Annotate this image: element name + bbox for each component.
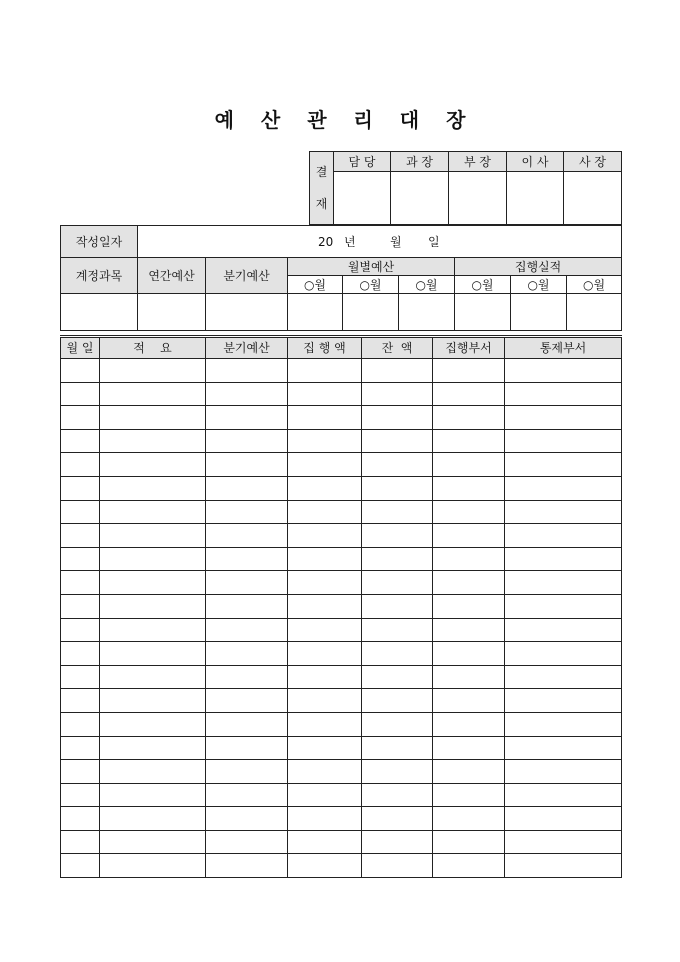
- ledger-cell-balance[interactable]: [362, 736, 433, 760]
- ledger-cell-date[interactable]: [61, 547, 100, 571]
- annual-budget-header: 연간예산: [138, 258, 206, 294]
- ledger-cell-quarterly[interactable]: [206, 689, 288, 713]
- ledger-cell-control-dept[interactable]: [505, 618, 622, 642]
- ledger-cell-exec-dept[interactable]: [433, 830, 505, 854]
- ledger-cell-balance[interactable]: [362, 429, 433, 453]
- signature-box[interactable]: [334, 172, 391, 225]
- ledger-row: [61, 642, 622, 666]
- ledger-cell-date[interactable]: [61, 571, 100, 595]
- ledger-cell-control-dept[interactable]: [505, 783, 622, 807]
- ledger-cell-balance[interactable]: [362, 642, 433, 666]
- ledger-cell-date[interactable]: [61, 453, 100, 477]
- quarterly-budget-field[interactable]: [206, 294, 288, 331]
- month-cell: ○월: [343, 276, 399, 294]
- ledger-cell-date[interactable]: [61, 618, 100, 642]
- ledger-header-date: 월 일: [61, 337, 100, 359]
- ledger-row: [61, 359, 622, 383]
- ledger-cell-control-dept[interactable]: [505, 736, 622, 760]
- ledger-cell-quarterly[interactable]: [206, 642, 288, 666]
- ledger-table: [60, 335, 622, 878]
- approval-side-label: 결 재: [310, 152, 334, 225]
- ledger-cell-balance[interactable]: [362, 618, 433, 642]
- approval-role: 부 장: [449, 152, 507, 172]
- ledger-cell-executed[interactable]: [288, 642, 362, 666]
- ledger-cell-date[interactable]: [61, 500, 100, 524]
- ledger-cell-balance[interactable]: [362, 382, 433, 406]
- ledger-row: [61, 760, 622, 784]
- ledger-row: [61, 665, 622, 689]
- ledger-header-summary: 적 요: [100, 337, 206, 359]
- ledger-cell-summary[interactable]: [100, 665, 206, 689]
- signature-box[interactable]: [564, 172, 622, 225]
- budget-summary-table: [60, 225, 622, 331]
- date-label: 작성일자: [61, 226, 138, 258]
- ledger-cell-executed[interactable]: [288, 359, 362, 383]
- ledger-cell-summary[interactable]: [100, 594, 206, 618]
- ledger-cell-exec-dept[interactable]: [433, 712, 505, 736]
- ledger-cell-summary[interactable]: [100, 642, 206, 666]
- approval-table: [309, 151, 622, 225]
- ledger-row: [61, 547, 622, 571]
- signature-box[interactable]: [391, 172, 449, 225]
- ledger-cell-exec-dept[interactable]: [433, 500, 505, 524]
- ledger-row: [61, 453, 622, 477]
- ledger-cell-balance[interactable]: [362, 453, 433, 477]
- ledger-cell-exec-dept[interactable]: [433, 382, 505, 406]
- executed-field[interactable]: [511, 294, 567, 331]
- ledger-cell-summary[interactable]: [100, 618, 206, 642]
- approval-role: 과 장: [391, 152, 449, 172]
- ledger-cell-exec-dept[interactable]: [433, 783, 505, 807]
- ledger-cell-quarterly[interactable]: [206, 453, 288, 477]
- ledger-row: [61, 854, 622, 878]
- ledger-row: [61, 830, 622, 854]
- ledger-cell-executed[interactable]: [288, 618, 362, 642]
- approval-role: 이 사: [507, 152, 564, 172]
- ledger-cell-quarterly[interactable]: [206, 406, 288, 430]
- ledger-cell-executed[interactable]: [288, 500, 362, 524]
- ledger-cell-date[interactable]: [61, 807, 100, 831]
- ledger-cell-balance[interactable]: [362, 783, 433, 807]
- date-field[interactable]: 20 년 월 일: [138, 226, 622, 258]
- ledger-row: [61, 382, 622, 406]
- ledger-cell-summary[interactable]: [100, 453, 206, 477]
- ledger-cell-exec-dept[interactable]: [433, 359, 505, 383]
- ledger-cell-summary[interactable]: [100, 476, 206, 500]
- month-cell: ○월: [399, 276, 455, 294]
- ledger-cell-executed[interactable]: [288, 854, 362, 878]
- ledger-cell-date[interactable]: [61, 642, 100, 666]
- ledger-cell-executed[interactable]: [288, 736, 362, 760]
- ledger-cell-balance[interactable]: [362, 524, 433, 548]
- ledger-cell-quarterly[interactable]: [206, 830, 288, 854]
- ledger-cell-quarterly[interactable]: [206, 807, 288, 831]
- ledger-cell-summary[interactable]: [100, 429, 206, 453]
- ledger-cell-control-dept[interactable]: [505, 642, 622, 666]
- ledger-cell-quarterly[interactable]: [206, 618, 288, 642]
- ledger-cell-quarterly[interactable]: [206, 476, 288, 500]
- ledger-cell-quarterly[interactable]: [206, 594, 288, 618]
- ledger-cell-executed[interactable]: [288, 783, 362, 807]
- ledger-cell-control-dept[interactable]: [505, 453, 622, 477]
- ledger-row: [61, 807, 622, 831]
- ledger-cell-balance[interactable]: [362, 854, 433, 878]
- ledger-cell-executed[interactable]: [288, 524, 362, 548]
- ledger-cell-quarterly[interactable]: [206, 571, 288, 595]
- ledger-row: [61, 524, 622, 548]
- ledger-cell-summary[interactable]: [100, 783, 206, 807]
- ledger-row: [61, 736, 622, 760]
- ledger-cell-exec-dept[interactable]: [433, 524, 505, 548]
- ledger-cell-balance[interactable]: [362, 476, 433, 500]
- ledger-cell-executed[interactable]: [288, 594, 362, 618]
- ledger-cell-quarterly[interactable]: [206, 783, 288, 807]
- ledger-cell-control-dept[interactable]: [505, 689, 622, 713]
- ledger-cell-date[interactable]: [61, 760, 100, 784]
- ledger-cell-date[interactable]: [61, 359, 100, 383]
- ledger-cell-date[interactable]: [61, 783, 100, 807]
- ledger-cell-exec-dept[interactable]: [433, 760, 505, 784]
- ledger-cell-control-dept[interactable]: [505, 854, 622, 878]
- ledger-cell-summary[interactable]: [100, 854, 206, 878]
- ledger-cell-control-dept[interactable]: [505, 830, 622, 854]
- monthly-budget-field[interactable]: [399, 294, 455, 331]
- ledger-cell-control-dept[interactable]: [505, 406, 622, 430]
- ledger-cell-exec-dept[interactable]: [433, 665, 505, 689]
- title-char: 예: [214, 108, 234, 132]
- ledger-cell-executed[interactable]: [288, 665, 362, 689]
- ledger-cell-control-dept[interactable]: [505, 571, 622, 595]
- ledger-cell-control-dept[interactable]: [505, 500, 622, 524]
- ledger-cell-executed[interactable]: [288, 382, 362, 406]
- ledger-cell-exec-dept[interactable]: [433, 406, 505, 430]
- ledger-cell-summary[interactable]: [100, 712, 206, 736]
- ledger-cell-summary[interactable]: [100, 807, 206, 831]
- ledger-row: [61, 476, 622, 500]
- ledger-cell-summary[interactable]: [100, 547, 206, 571]
- ledger-cell-balance[interactable]: [362, 500, 433, 524]
- ledger-cell-control-dept[interactable]: [505, 524, 622, 548]
- ledger-cell-quarterly[interactable]: [206, 382, 288, 406]
- ledger-cell-executed[interactable]: [288, 689, 362, 713]
- ledger-cell-balance[interactable]: [362, 359, 433, 383]
- ledger-cell-control-dept[interactable]: [505, 476, 622, 500]
- ledger-header-balance: 잔 액: [362, 337, 433, 359]
- ledger-row: [61, 571, 622, 595]
- ledger-row: [61, 783, 622, 807]
- ledger-cell-balance[interactable]: [362, 712, 433, 736]
- ledger-cell-date[interactable]: [61, 382, 100, 406]
- ledger-cell-executed[interactable]: [288, 571, 362, 595]
- ledger-cell-executed[interactable]: [288, 429, 362, 453]
- ledger-cell-executed[interactable]: [288, 453, 362, 477]
- ledger-cell-date[interactable]: [61, 524, 100, 548]
- title-char: 관: [307, 108, 327, 132]
- ledger-cell-quarterly[interactable]: [206, 359, 288, 383]
- ledger-cell-summary[interactable]: [100, 500, 206, 524]
- ledger-cell-control-dept[interactable]: [505, 712, 622, 736]
- monthly-budget-field[interactable]: [343, 294, 399, 331]
- title-char: 장: [446, 108, 466, 132]
- ledger-cell-quarterly[interactable]: [206, 524, 288, 548]
- ledger-cell-summary[interactable]: [100, 760, 206, 784]
- title-char: 대: [399, 108, 420, 132]
- title-char: 리: [353, 108, 373, 132]
- ledger-cell-date[interactable]: [61, 854, 100, 878]
- ledger-cell-executed[interactable]: [288, 807, 362, 831]
- ledger-cell-balance[interactable]: [362, 571, 433, 595]
- ledger-cell-date[interactable]: [61, 594, 100, 618]
- ledger-cell-exec-dept[interactable]: [433, 642, 505, 666]
- month-cell: ○월: [288, 276, 343, 294]
- ledger-cell-balance[interactable]: [362, 665, 433, 689]
- ledger-cell-balance[interactable]: [362, 807, 433, 831]
- ledger-cell-exec-dept[interactable]: [433, 618, 505, 642]
- ledger-cell-control-dept[interactable]: [505, 760, 622, 784]
- ledger-cell-balance[interactable]: [362, 547, 433, 571]
- ledger-cell-date[interactable]: [61, 406, 100, 430]
- account-field[interactable]: [61, 294, 138, 331]
- ledger-cell-control-dept[interactable]: [505, 359, 622, 383]
- ledger-cell-quarterly[interactable]: [206, 547, 288, 571]
- ledger-row: [61, 689, 622, 713]
- ledger-cell-quarterly[interactable]: [206, 665, 288, 689]
- ledger-cell-balance[interactable]: [362, 760, 433, 784]
- ledger-cell-date[interactable]: [61, 476, 100, 500]
- ledger-row: [61, 406, 622, 430]
- ledger-cell-quarterly[interactable]: [206, 760, 288, 784]
- signature-box[interactable]: [507, 172, 564, 225]
- ledger-cell-date[interactable]: [61, 712, 100, 736]
- account-header: 계정과목: [61, 258, 138, 294]
- ledger-cell-control-dept[interactable]: [505, 547, 622, 571]
- approval-role: 사 장: [564, 152, 622, 172]
- ledger-header-executed: 집 행 액: [288, 337, 362, 359]
- ledger-header-exec-dept: 집행부서: [433, 337, 505, 359]
- ledger-cell-exec-dept[interactable]: [433, 736, 505, 760]
- ledger-cell-exec-dept[interactable]: [433, 807, 505, 831]
- ledger-cell-exec-dept[interactable]: [433, 854, 505, 878]
- ledger-row: [61, 429, 622, 453]
- ledger-cell-executed[interactable]: [288, 547, 362, 571]
- ledger-cell-date[interactable]: [61, 665, 100, 689]
- ledger-cell-exec-dept[interactable]: [433, 429, 505, 453]
- ledger-cell-exec-dept[interactable]: [433, 594, 505, 618]
- ledger-cell-summary[interactable]: [100, 524, 206, 548]
- annual-budget-field[interactable]: [138, 294, 206, 331]
- ledger-cell-control-dept[interactable]: [505, 382, 622, 406]
- ledger-cell-balance[interactable]: [362, 689, 433, 713]
- ledger-cell-quarterly[interactable]: [206, 429, 288, 453]
- monthly-budget-header: 월별예산: [288, 258, 455, 276]
- ledger-cell-quarterly[interactable]: [206, 500, 288, 524]
- ledger-cell-date[interactable]: [61, 689, 100, 713]
- ledger-row: [61, 500, 622, 524]
- ledger-cell-summary[interactable]: [100, 736, 206, 760]
- ledger-cell-quarterly[interactable]: [206, 736, 288, 760]
- monthly-budget-field[interactable]: [288, 294, 343, 331]
- ledger-cell-summary[interactable]: [100, 830, 206, 854]
- ledger-row: [61, 618, 622, 642]
- ledger-header-control-dept: 통제부서: [505, 337, 622, 359]
- ledger-cell-executed[interactable]: [288, 406, 362, 430]
- ledger-cell-executed[interactable]: [288, 712, 362, 736]
- ledger-row: [61, 594, 622, 618]
- ledger-cell-executed[interactable]: [288, 830, 362, 854]
- ledger-cell-control-dept[interactable]: [505, 665, 622, 689]
- ledger-cell-control-dept[interactable]: [505, 594, 622, 618]
- month-cell: ○월: [567, 276, 622, 294]
- ledger-cell-balance[interactable]: [362, 406, 433, 430]
- ledger-cell-exec-dept[interactable]: [433, 571, 505, 595]
- month-cell: ○월: [511, 276, 567, 294]
- quarterly-budget-header: 분기예산: [206, 258, 288, 294]
- ledger-cell-executed[interactable]: [288, 760, 362, 784]
- ledger-header-quarterly: 분기예산: [206, 337, 288, 359]
- signature-box[interactable]: [449, 172, 507, 225]
- ledger-cell-exec-dept[interactable]: [433, 689, 505, 713]
- ledger-cell-quarterly[interactable]: [206, 854, 288, 878]
- ledger-cell-exec-dept[interactable]: [433, 453, 505, 477]
- ledger-cell-quarterly[interactable]: [206, 712, 288, 736]
- ledger-cell-balance[interactable]: [362, 594, 433, 618]
- approval-role: 담 당: [334, 152, 391, 172]
- ledger-cell-exec-dept[interactable]: [433, 547, 505, 571]
- ledger-cell-exec-dept[interactable]: [433, 476, 505, 500]
- executed-field[interactable]: [455, 294, 511, 331]
- executed-field[interactable]: [567, 294, 622, 331]
- ledger-cell-summary[interactable]: [100, 382, 206, 406]
- title-char: 산: [260, 108, 281, 132]
- ledger-cell-summary[interactable]: [100, 571, 206, 595]
- month-cell: ○월: [455, 276, 511, 294]
- page-title: [0, 104, 680, 133]
- ledger-cell-balance[interactable]: [362, 830, 433, 854]
- ledger-cell-date[interactable]: [61, 736, 100, 760]
- ledger-cell-control-dept[interactable]: [505, 429, 622, 453]
- ledger-cell-date[interactable]: [61, 429, 100, 453]
- ledger-cell-summary[interactable]: [100, 689, 206, 713]
- ledger-cell-control-dept[interactable]: [505, 807, 622, 831]
- ledger-cell-summary[interactable]: [100, 359, 206, 383]
- ledger-row: [61, 712, 622, 736]
- ledger-cell-date[interactable]: [61, 830, 100, 854]
- ledger-cell-executed[interactable]: [288, 476, 362, 500]
- executed-header: 집행실적: [455, 258, 622, 276]
- ledger-cell-summary[interactable]: [100, 406, 206, 430]
